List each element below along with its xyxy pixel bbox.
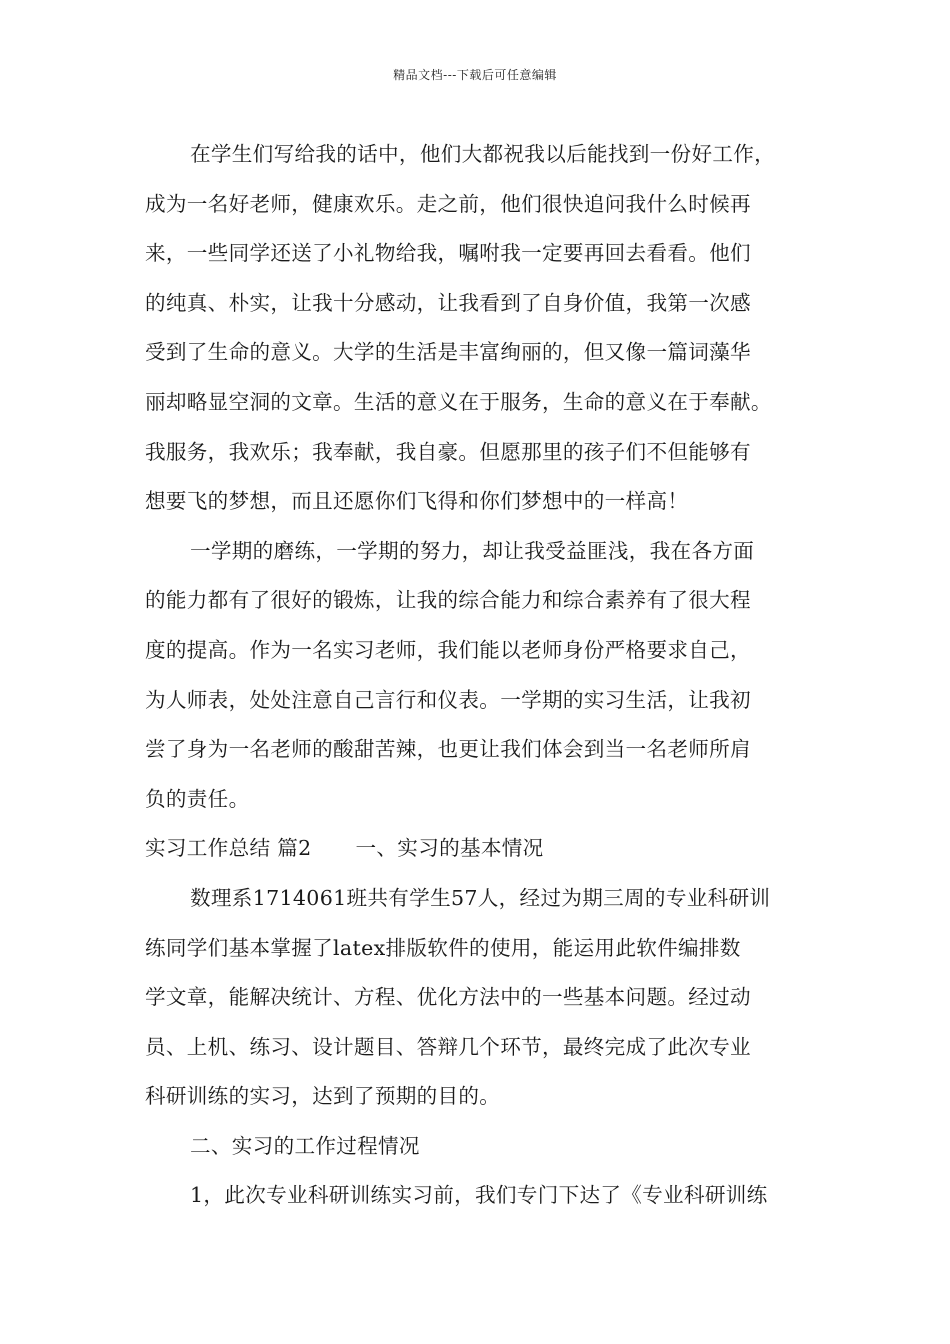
section-subtitle: 一、实习的基本情况 [355,836,544,861]
section-title: 实习工作总结 篇2 [145,836,312,861]
text-line: 1，此次专业科研训练实习前，我们专门下达了《专业科研训练 [190,1183,768,1208]
text-line: 丽却略显空洞的文章。生活的意义在于服务，生命的意义在于奉献。 [145,389,772,414]
text-line: 在学生们写给我的话中，他们大都祝我以后能找到一份好工作， [190,142,776,166]
text-line: 的纯真、朴实，让我十分感动，让我看到了自身价值，我第一次感 [145,290,751,315]
subsection-heading: 二、实习的工作过程情况 [190,1133,420,1158]
document-body [145,130,825,1221]
text-line: 员、上机、练习、设计题目、答辩几个环节，最终完成了此次专业 [145,1034,751,1059]
text-line: 想要飞的梦想，而且还愿你们飞得和你们梦想中的一样高！ [145,489,689,514]
text-line: 尝了身为一名老师的酸甜苦辣，也更让我们体会到当一名老师所肩 [145,737,751,762]
text-line: 成为一名好老师，健康欢乐。走之前，他们很快追问我什么时候再 [145,191,751,216]
text-line: 科研训练的实习，达到了预期的目的。 [145,1084,501,1109]
text-line: 练同学们基本掌握了latex排版软件的使用，能运用此软件编排数 [145,935,741,960]
text-line: 一学期的磨练，一学期的努力，却让我受益匪浅，我在各方面 [190,538,755,563]
page-header: 精品文档---下载后可任意编辑 [393,68,557,82]
text-line: 我服务，我欢乐；我奉献，我自豪。但愿那里的孩子们不但能够有 [145,439,751,464]
text-line: 数理系1714061班共有学生57人，经过为期三周的专业科研训 [190,885,771,910]
text-line: 学文章，能解决统计、方程、优化方法中的一些基本问题。经过动 [145,985,751,1010]
text-line: 为人师表，处处注意自己言行和仪表。一学期的实习生活，让我初 [145,687,751,712]
text-line: 度的提高。作为一名实习老师，我们能以老师身份严格要求自己， [145,637,751,662]
text-line: 来，一些同学还送了小礼物给我，嘱咐我一定要再回去看看。他们 [145,241,751,266]
text-line: 受到了生命的意义。大学的生活是丰富绚丽的，但又像一篇词藻华 [145,340,751,365]
text-line: 的能力都有了很好的锻炼，让我的综合能力和综合素养有了很大程 [145,588,751,613]
section-heading [145,824,825,874]
text-line: 负的责任。 [145,786,250,811]
